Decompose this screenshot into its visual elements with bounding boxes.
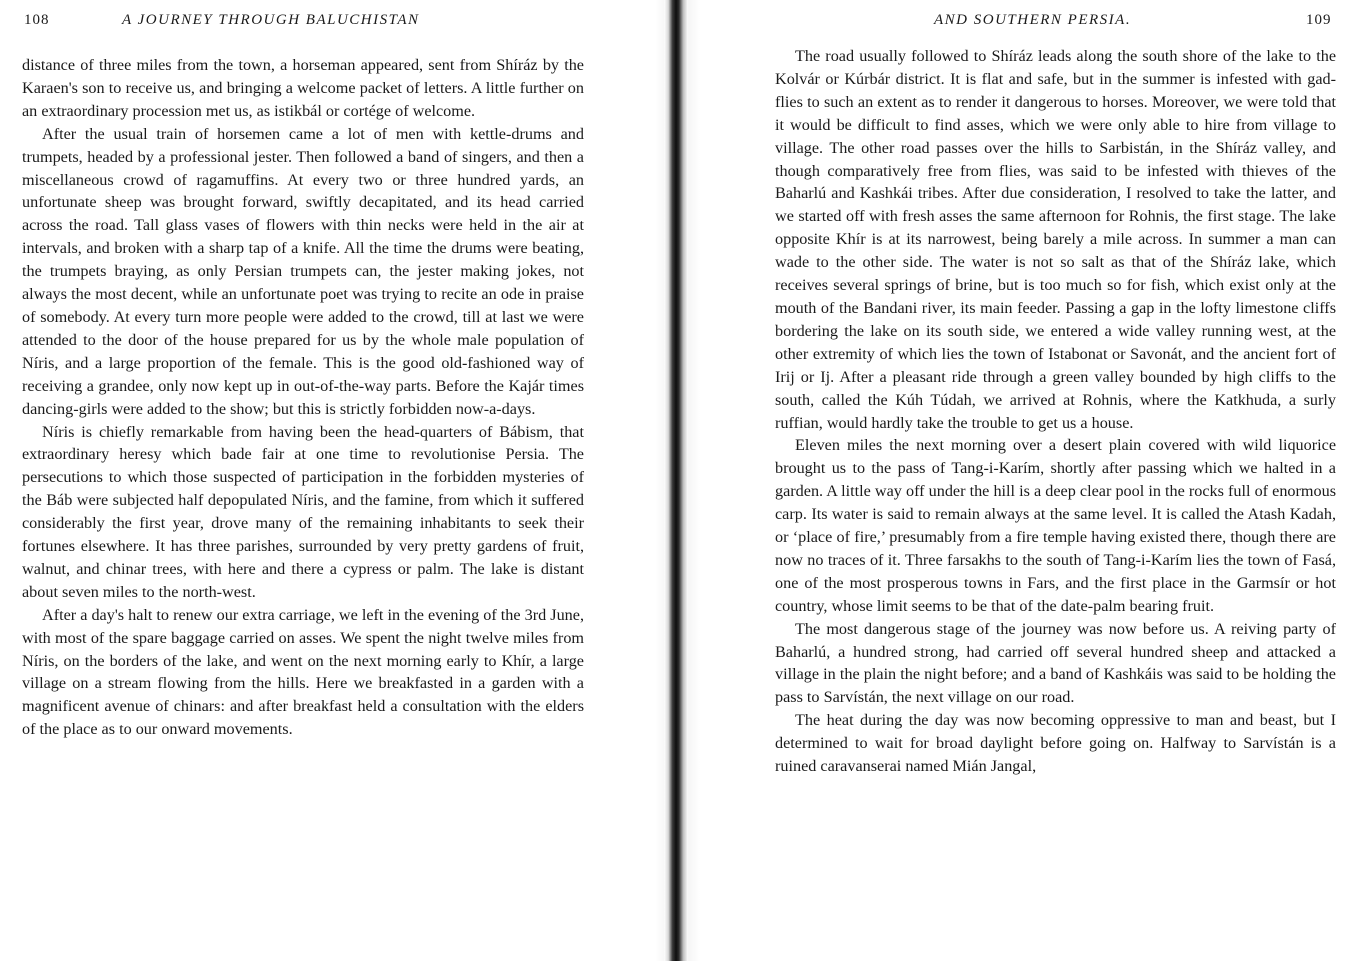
paragraph: The road usually followed to Shíráz leads along the south shore of the lake to the Kolvár or Kúrbár district. It is flat and safe, but in the summer is infested with gad-flies to such an extent as to render it dangerous to horses. Moreover, we were told that it would be difficult to find asses, which we were only able to hire from village to village. The other road passes over the hills to Sarbistán, in the Shíráz valley, and though comparatively free from flies, was said to be infested with thieves of the Baharlú and Kashkái tribes. After due consideration, I resolved to take the latter, and we started off with fresh asses the same afternoon for Rohnis, the first stage. The lake opposite Khír is at its narrowest, being barely a mile across. In summer a man can wade to the other side. The water is not so salt as that of the Shíráz lake, which receives several springs of brine, but is too much so for fish, which exist only at the mouth of the Bandani river, its main feeder. Passing a gap in the lofty limestone cliffs bordering the lake on its south side, we entered a wide valley running west, at the other extremity of which lies the town of Istabonat or Savonát, and the ancient fort of Irij or Ij. After a pleasant ride through a green valley bounded by high cliffs to the south, called the Kúh Túdah, we arrived at Rohnis, where the Katkhuda, a surly ruffian, would hardly take the trouble to get us a house. [775,47,1336,432]
paragraph: Eleven miles the next morning over a desert plain covered with wild liquorice brought us to the pass of Tang-i-Karím, shortly after passing which we halted in a garden. A little way off under the hill is a deep clear pool in the rocks full of enormous carp. Its water is said to remain always at the same level. It is called the Atash Kadah, or ‘place of fire,’ presumably from a fire temple having existed there, though there are now no traces of it. Three farsakhs to the south of Tang-i-Karím lies the town of Fasá, one of the most prosperous towns in Fars, and the first place in the Garmsír or hot country, whose limit seems to be that of the date-palm bearing fruit. [775,436,1336,615]
left-running-title: A JOURNEY THROUGH BALUCHISTAN [122,12,420,28]
paragraph: After a day's halt to renew our extra carriage, we left in the evening of the 3rd June, with most of the spare baggage carried on asses. We spent the night twelve miles from Níris, on the borders of the lake, and went on the next morning early to Khír, a large village on a stream flowing from the hills. Here we breakfasted in a garden with a magnificent avenue of chinars: and after breakfast held a consultation with the elders of the place as to our onward movements. [22,605,584,739]
right-body-text [775,45,1336,778]
right-running-title: AND SOUTHERN PERSIA. [934,12,1132,28]
right-page [700,0,1353,961]
right-page-number: 109 [1306,12,1332,28]
left-page [0,0,640,961]
left-page-number: 108 [24,12,50,28]
left-body-text [22,54,584,741]
paragraph: Níris is chiefly remarkable from having been the head-quarters of Bábism, that extraordinary heresy which bade fair at one time to revolutionise Persia. The persecutions to which those suspected of participation in the forbidden mysteries of the Báb were subjected half depopulated Níris, and the famine, from which it suffered considerably the first year, drove many of the remaining inhabitants to seek their fortunes elsewhere. It has three parishes, surrounded by very pretty gardens of fruit, walnut, and chinar trees, with here and there a cypress or palm. The lake is distant about seven miles to the north-west. [22,422,584,601]
paragraph: The heat during the day was now becoming oppressive to man and beast, but I determined to wait for broad daylight before going on. Halfway to Sarvístán is a ruined caravanserai named Mián Jangal, [775,711,1336,776]
paragraph: The most dangerous stage of the journey was now before us. A reiving party of Baharlú, a hundred strong, had carried off several hundred sheep and attacked a village in the plain the night before; and a band of Kashkáis was said to be holding the pass to Sarvístán, the next village on our road. [775,619,1336,707]
book-gutter [664,0,688,961]
paragraph: After the usual train of horsemen came a lot of men with kettle-drums and trumpets, headed by a professional jester. Then followed a band of singers, and then a miscellaneous crowd of ragamuffins. At every two or three hundred yards, an unfortunate sheep was brought forward, swiftly decapitated, and its head carried across the road. Tall glass vases of flowers with thin necks were held in the air at intervals, and broken with a sharp tap of a knife. All the time the drums were beating, the trumpets braying, as only Persian trumpets can, the jester making jokes, not always the most decent, while an unfortunate poet was trying to recite an ode in praise of somebody. At every turn more people were added to the crowd, till at last we were attended to the door of the house prepared for us by the whole male population of Níris, and a large proportion of the female. This is the good old-fashioned way of receiving a grandee, only now kept up in out-of-the-way parts. Before the Kajár times dancing-girls were added to the show; but this is strictly forbidden now-a-days. [22,124,584,418]
paragraph: distance of three miles from the town, a horseman appeared, sent from Shíráz by the Karaen's son to receive us, and bringing a welcome packet of letters. A little further on an extraordinary procession met us, as istikbál or cortége of welcome. [22,56,584,120]
